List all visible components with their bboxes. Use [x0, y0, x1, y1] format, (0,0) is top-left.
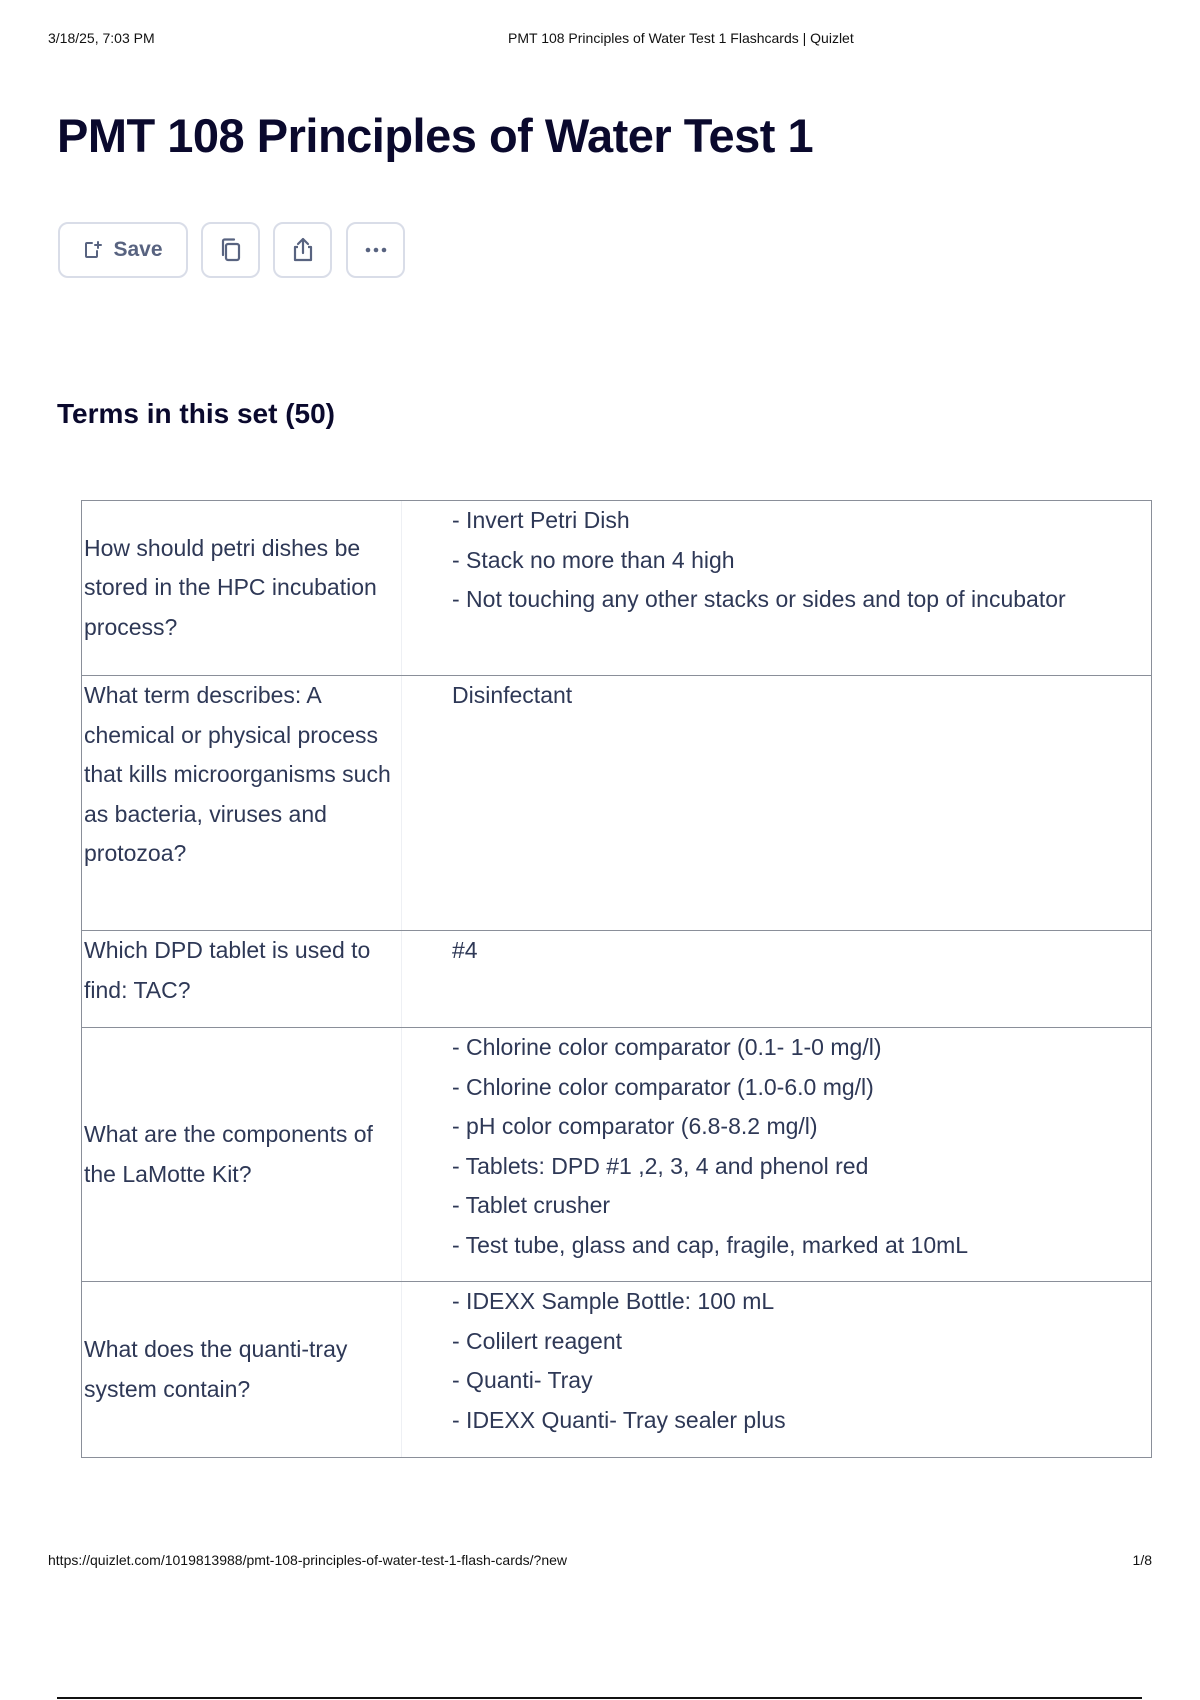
definition-line: - Invert Petri Dish	[452, 507, 630, 533]
definition-line: - Colilert reagent	[452, 1327, 623, 1354]
definition-line: - Test tube, glass and cap, fragile, marked at 10mL	[452, 1231, 969, 1258]
definition-line: #4	[452, 937, 478, 963]
save-button[interactable]	[58, 222, 188, 278]
definition-line: - Chlorine color comparator (0.1- 1-0 mg/l)	[452, 1034, 882, 1060]
table-row	[82, 1027, 1151, 1281]
definition-line: - Quanti- Tray	[452, 1367, 593, 1393]
print-page-number: 1/8	[1132, 1552, 1152, 1568]
print-header	[48, 30, 1152, 50]
term-text: What does the quanti-tray system contain?	[82, 1282, 402, 1457]
print-doc-title: PMT 108 Principles of Water Test 1 Flashcards | Quizlet	[508, 30, 854, 46]
definition-line: - Not touching any other stacks or sides and top of incubator	[452, 586, 1066, 612]
copy-icon	[217, 236, 245, 264]
print-date: 3/18/25, 7:03 PM	[48, 30, 155, 46]
print-footer	[48, 1552, 1152, 1572]
definition-line: - Stack no more than 4 high	[452, 546, 735, 573]
save-icon	[83, 240, 103, 260]
definition-line: - IDEXX Quanti- Tray sealer plus	[452, 1406, 786, 1433]
term-text: What are the components of the LaMotte Kit?	[82, 1028, 402, 1281]
terms-table	[81, 500, 1152, 1458]
term-text: How should petri dishes be stored in the HPC incubation process?	[82, 501, 402, 675]
term-text: What term describes: A chemical or physical process that kills microorganisms such as bacteria, viruses and protozoa?	[82, 676, 402, 930]
definition-line: - Chlorine color comparator (1.0-6.0 mg/l)	[452, 1073, 874, 1100]
share-icon	[289, 236, 317, 264]
definition-line: - Tablets: DPD #1 ,2, 3, 4 and phenol red	[452, 1152, 869, 1179]
divider	[57, 1697, 1142, 1699]
table-row	[82, 1281, 1151, 1457]
definition-text	[402, 1282, 1151, 1457]
more-options-button[interactable]	[346, 222, 405, 278]
copy-button[interactable]	[201, 222, 260, 278]
definition-text	[402, 501, 1151, 675]
definition-line: - pH color comparator (6.8-8.2 mg/l)	[452, 1113, 818, 1139]
definition-text	[402, 676, 1151, 930]
share-button[interactable]	[273, 222, 332, 278]
terms-section-title: Terms in this set (50)	[57, 398, 336, 429]
definition-line: Disinfectant	[452, 682, 573, 708]
definition-text	[402, 1028, 1151, 1281]
definition-line: - IDEXX Sample Bottle: 100 mL	[452, 1288, 775, 1314]
definition-line: - Tablet crusher	[452, 1192, 611, 1218]
term-text: Which DPD tablet is used to find: TAC?	[82, 931, 402, 1027]
print-url: https://quizlet.com/1019813988/pmt-108-principles-of-water-test-1-flash-cards/?new	[48, 1552, 568, 1568]
save-button-label: Save	[113, 238, 163, 261]
table-row	[82, 930, 1151, 1027]
table-row	[82, 675, 1151, 930]
definition-text	[402, 931, 1151, 1027]
more-icon	[362, 236, 390, 264]
table-row	[82, 501, 1151, 675]
page-title: PMT 108 Principles of Water Test 1	[57, 109, 814, 162]
